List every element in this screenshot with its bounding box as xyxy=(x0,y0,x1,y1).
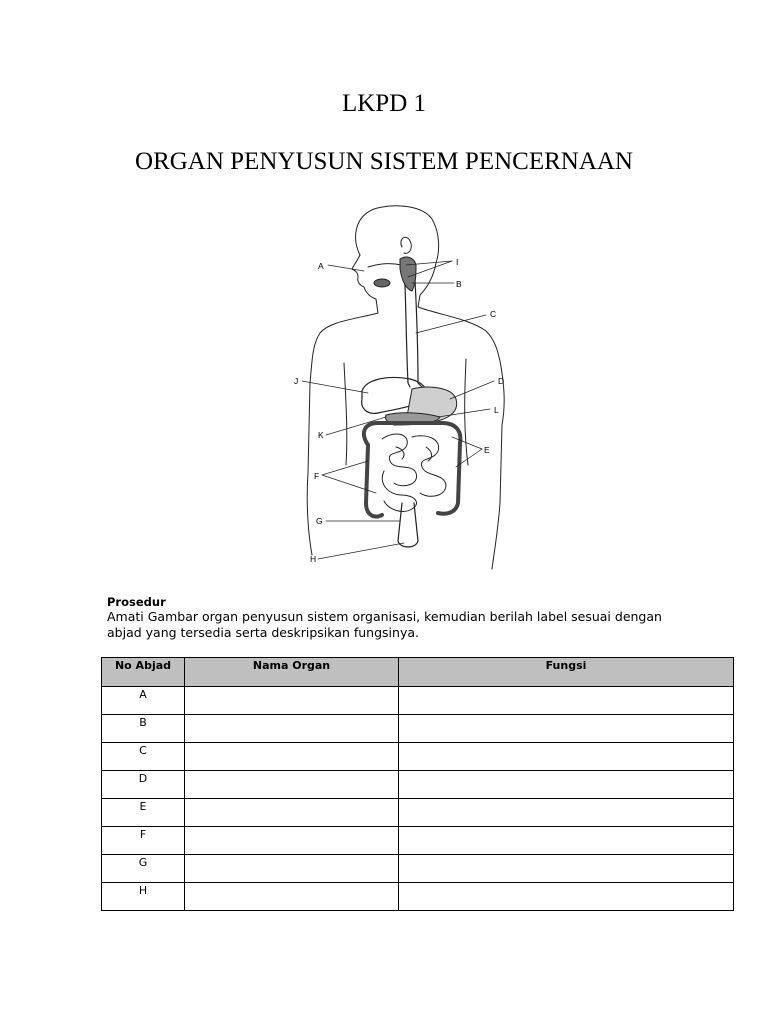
digestive-system-diagram xyxy=(256,203,512,575)
figure-label-g: G xyxy=(316,516,323,526)
table-row xyxy=(102,687,734,715)
header-no-abjad: No Abjad xyxy=(102,658,185,687)
table-row xyxy=(102,743,734,771)
figure-label-f: F xyxy=(314,471,320,481)
fungsi-cell[interactable] xyxy=(399,799,734,827)
fungsi-cell[interactable] xyxy=(399,715,734,743)
figure-label-d: D xyxy=(498,376,505,386)
figure-label-l: L xyxy=(494,405,499,415)
abjad-cell: B xyxy=(102,715,185,743)
figure-label-j: J xyxy=(294,376,299,386)
figure-label-k: K xyxy=(318,430,324,440)
fungsi-cell[interactable] xyxy=(399,771,734,799)
abjad-cell: D xyxy=(102,771,185,799)
table-row xyxy=(102,883,734,911)
pharynx-shape xyxy=(400,257,416,291)
ear-outline xyxy=(401,237,411,253)
document-subtitle: ORGAN PENYUSUN SISTEM PENCERNAAN xyxy=(135,148,633,175)
small-intestine-coils xyxy=(382,434,446,511)
figure-label-i: I xyxy=(456,257,459,267)
figure-label-a: A xyxy=(318,261,324,271)
figure-labels xyxy=(294,257,504,564)
nama-organ-cell[interactable] xyxy=(185,743,399,771)
nama-organ-cell[interactable] xyxy=(185,799,399,827)
fungsi-cell[interactable] xyxy=(399,883,734,911)
fungsi-cell[interactable] xyxy=(399,827,734,855)
figure-label-b: B xyxy=(456,279,462,289)
table-row xyxy=(102,771,734,799)
organ-function-table xyxy=(101,657,734,911)
nama-organ-cell[interactable] xyxy=(185,771,399,799)
abjad-cell: G xyxy=(102,855,185,883)
figure-label-e: E xyxy=(484,445,490,455)
abjad-cell: C xyxy=(102,743,185,771)
document-title: LKPD 1 xyxy=(341,90,427,117)
right-arm-line xyxy=(465,359,468,465)
table-header-row xyxy=(102,658,734,687)
abjad-cell: A xyxy=(102,687,185,715)
head-outline xyxy=(356,206,439,307)
figure-label-h: H xyxy=(310,554,317,564)
abjad-cell: F xyxy=(102,827,185,855)
nama-organ-cell[interactable] xyxy=(185,687,399,715)
abjad-cell: E xyxy=(102,799,185,827)
digestive-system-illustration xyxy=(256,203,512,575)
ascending-colon-shape xyxy=(366,445,382,517)
nama-organ-cell[interactable] xyxy=(185,883,399,911)
header-fungsi: Fungsi xyxy=(399,658,734,687)
procedure-heading: Prosedur xyxy=(107,595,166,609)
table-row xyxy=(102,827,734,855)
table-row xyxy=(102,799,734,827)
table-row xyxy=(102,855,734,883)
procedure-section xyxy=(107,595,667,641)
left-arm-line xyxy=(344,363,347,465)
procedure-text: Amati Gambar organ penyusun sistem organisasi, kemudian berilah label sesuai dengan abjad yang tersedia serta deskripsikan fungsinya. xyxy=(107,609,662,640)
header-nama-organ: Nama Organ xyxy=(185,658,399,687)
salivary-gland xyxy=(374,279,390,287)
mouth-line xyxy=(368,264,402,267)
nama-organ-cell[interactable] xyxy=(185,855,399,883)
nama-organ-cell[interactable] xyxy=(185,715,399,743)
fungsi-cell[interactable] xyxy=(399,687,734,715)
abjad-cell: H xyxy=(102,883,185,911)
table-row xyxy=(102,715,734,743)
figure-label-c: C xyxy=(490,309,497,319)
fungsi-cell[interactable] xyxy=(399,855,734,883)
fungsi-cell[interactable] xyxy=(399,743,734,771)
rectum-shape xyxy=(398,503,418,547)
nama-organ-cell[interactable] xyxy=(185,827,399,855)
